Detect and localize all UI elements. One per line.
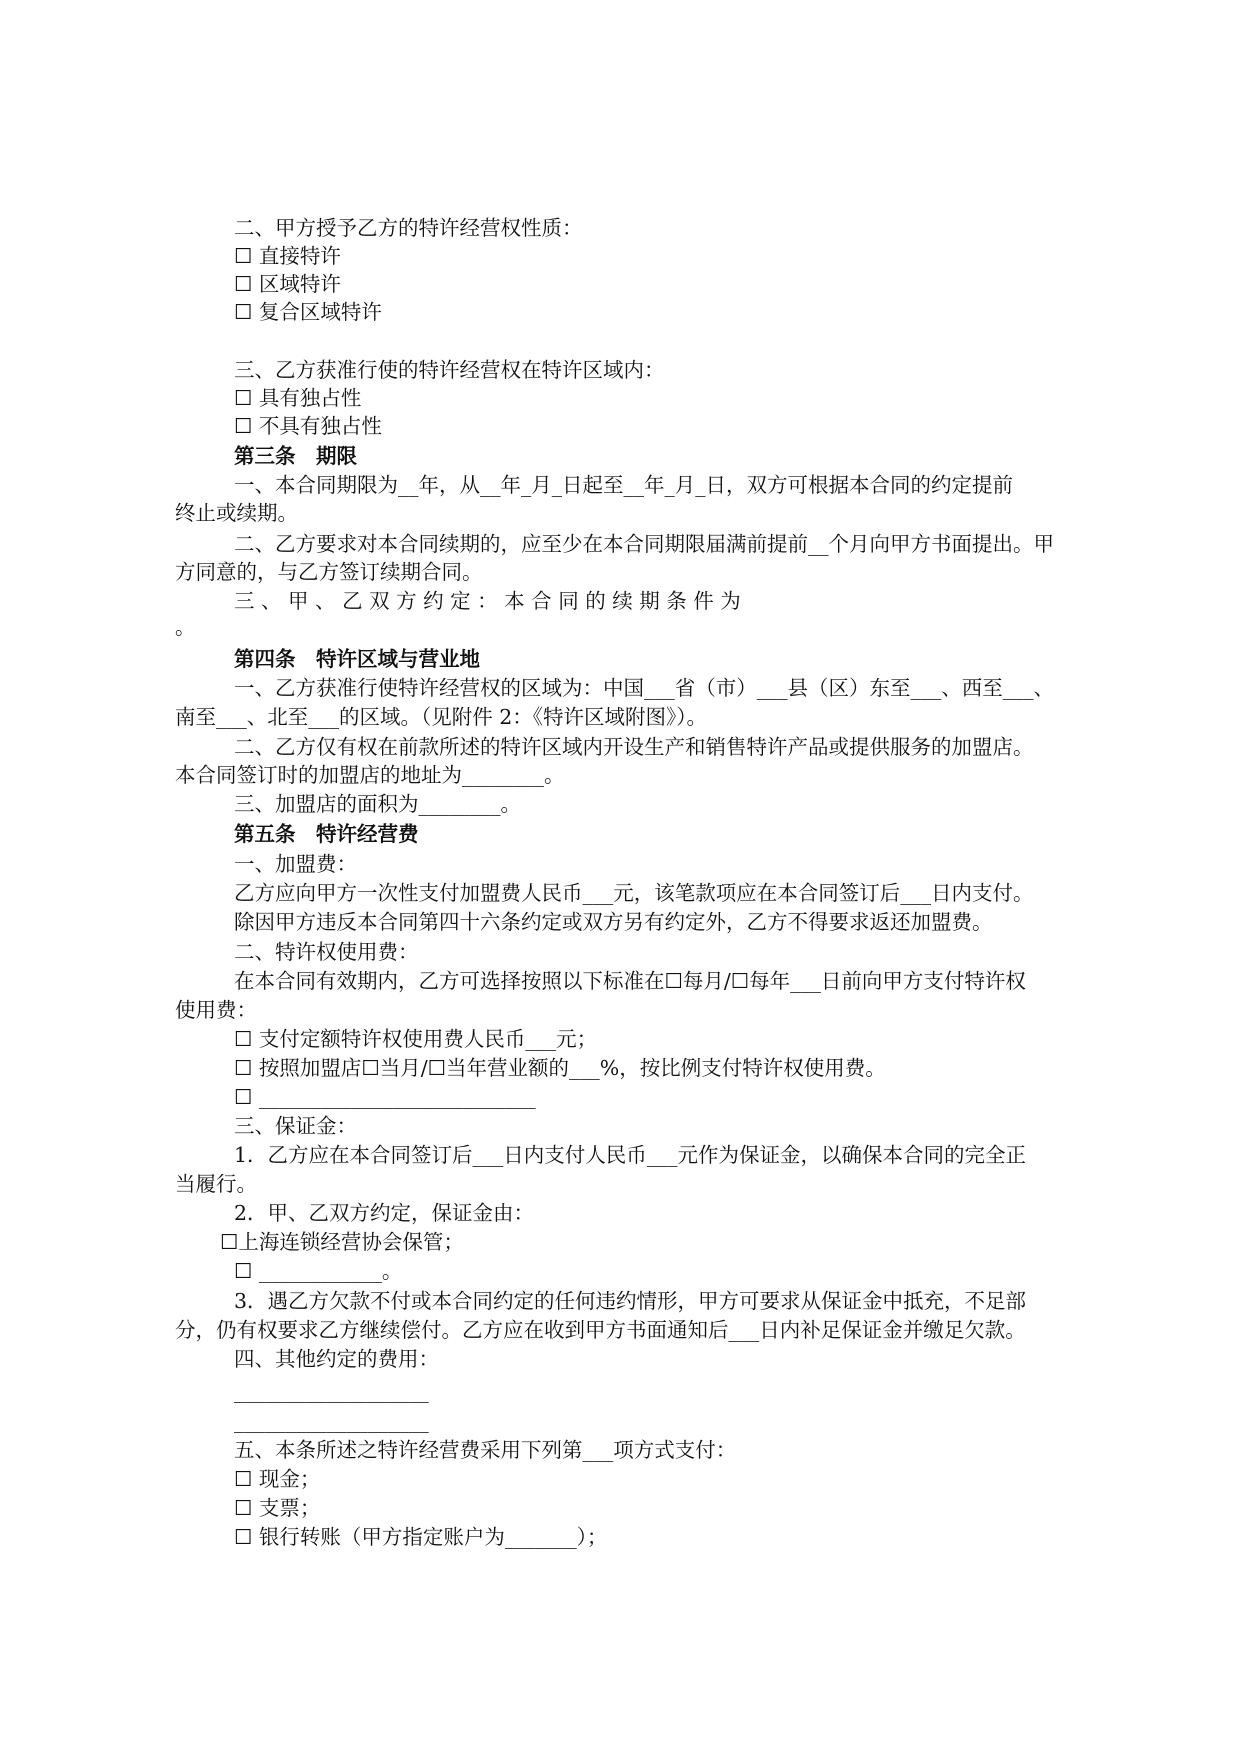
option-check: ☐ 支票； — [234, 1496, 321, 1520]
fee-paragraph-2: 除因甲方违反本合同第四十六条约定或双方另有约定外，乙方不得要求返还加盟费。 — [234, 910, 993, 934]
other-fees-blank-2: ___________________ — [234, 1409, 429, 1433]
royalty-paragraph: 在本合同有效期内，乙方可选择按照以下标准在☐每月/☐每年___日前向甲方支付特许权 — [234, 969, 1026, 993]
clause-3-heading: 三、乙方获准行使的特许经营权在特许区域内： — [234, 358, 665, 382]
fee-section-2-heading: 二、特许权使用费： — [234, 940, 419, 964]
region-paragraph-3: 三、加盟店的面积为________。 — [234, 792, 521, 816]
option-other-royalty: ☐ ___________________________ — [234, 1085, 536, 1109]
term-paragraph-1-cont: 终止或续期。 — [175, 501, 298, 525]
option-regional-franchise: ☐ 区域特许 — [234, 272, 341, 296]
region-paragraph-1: 一、乙方获准行使特许经营权的区域为：中国___省（市）___县（区）东至___、西至___、 — [234, 676, 1054, 700]
option-cash: ☐ 现金； — [234, 1467, 321, 1491]
option-exclusive: ☐ 具有独占性 — [234, 386, 362, 410]
article-3-title: 第三条 期限 — [234, 444, 357, 468]
term-paragraph-3: 三 、 甲 、 乙 双 方 约 定 ： 本 合 同 的 续 期 条 件 为 — [234, 589, 741, 613]
option-non-exclusive: ☐ 不具有独占性 — [234, 414, 382, 438]
option-fixed-royalty: ☐ 支付定额特许权使用费人民币___元； — [234, 1027, 598, 1051]
fee-section-1-heading: 一、加盟费： — [234, 852, 357, 876]
payment-method-heading: 五、本条所述之特许经营费采用下列第___项方式支付： — [234, 1438, 737, 1462]
term-paragraph-3-cont: 。 — [175, 615, 196, 639]
deposit-paragraph-3: 3．遇乙方欠款不付或本合同约定的任何违约情形，甲方可要求从保证金中抵充，不足部 — [234, 1289, 1027, 1313]
deposit-paragraph-2: 2．甲、乙双方约定，保证金由： — [234, 1201, 535, 1225]
option-other-custody: ☐ ____________。 — [234, 1259, 403, 1283]
term-paragraph-2: 二、乙方要求对本合同续期的，应至少在本合同期限届满前提前__个月向甲方书面提出。甲 — [234, 532, 1054, 556]
option-compound-regional-franchise: ☐ 复合区域特许 — [234, 300, 382, 324]
article-4-title: 第四条 特许区域与营业地 — [234, 647, 480, 671]
option-association-custody: ☐上海连锁经营协会保管； — [220, 1230, 464, 1254]
deposit-paragraph-1-cont: 当履行。 — [175, 1172, 257, 1196]
region-paragraph-2-cont: 本合同签订时的加盟店的地址为________。 — [175, 763, 565, 787]
fee-paragraph-1: 乙方应向甲方一次性支付加盟费人民币___元，该笔款项应在本合同签订后___日内支付。 — [234, 881, 1034, 905]
option-direct-franchise: ☐ 直接特许 — [234, 244, 341, 268]
deposit-paragraph-1: 1．乙方应在本合同签订后___日内支付人民币___元作为保证金，以确保本合同的完全正 — [234, 1143, 1027, 1167]
region-paragraph-1-cont: 南至___、北至___的区域。（见附件 2：《特许区域附图》）。 — [175, 705, 708, 729]
term-paragraph-1: 一、本合同期限为__年，从__年_月_日起至__年_月_日，双方可根据本合同的约定提前 — [234, 473, 1013, 497]
deposit-heading: 三、保证金： — [234, 1114, 357, 1138]
other-fees-blank-1: ___________________ — [234, 1379, 429, 1403]
option-percentage-royalty: ☐ 按照加盟店☐当月/☐当年营业额的___%，按比例支付特许权使用费。 — [234, 1056, 886, 1080]
region-paragraph-2: 二、乙方仅有权在前款所述的特许区域内开设生产和销售特许产品或提供服务的加盟店。 — [234, 735, 1034, 759]
option-bank-transfer: ☐ 银行转账（甲方指定账户为_______）； — [234, 1525, 608, 1549]
royalty-paragraph-cont: 使用费： — [175, 998, 257, 1022]
term-paragraph-2-cont: 方同意的，与乙方签订续期合同。 — [175, 560, 483, 584]
clause-2-heading: 二、甲方授予乙方的特许经营权性质： — [234, 216, 583, 240]
article-5-title: 第五条 特许经营费 — [234, 822, 419, 846]
other-fees-heading: 四、其他约定的费用： — [234, 1347, 439, 1371]
deposit-paragraph-3-cont: 分，仍有权要求乙方继续偿付。乙方应在收到甲方书面通知后___日内补足保证金并缴足欠款。 — [175, 1318, 1026, 1342]
